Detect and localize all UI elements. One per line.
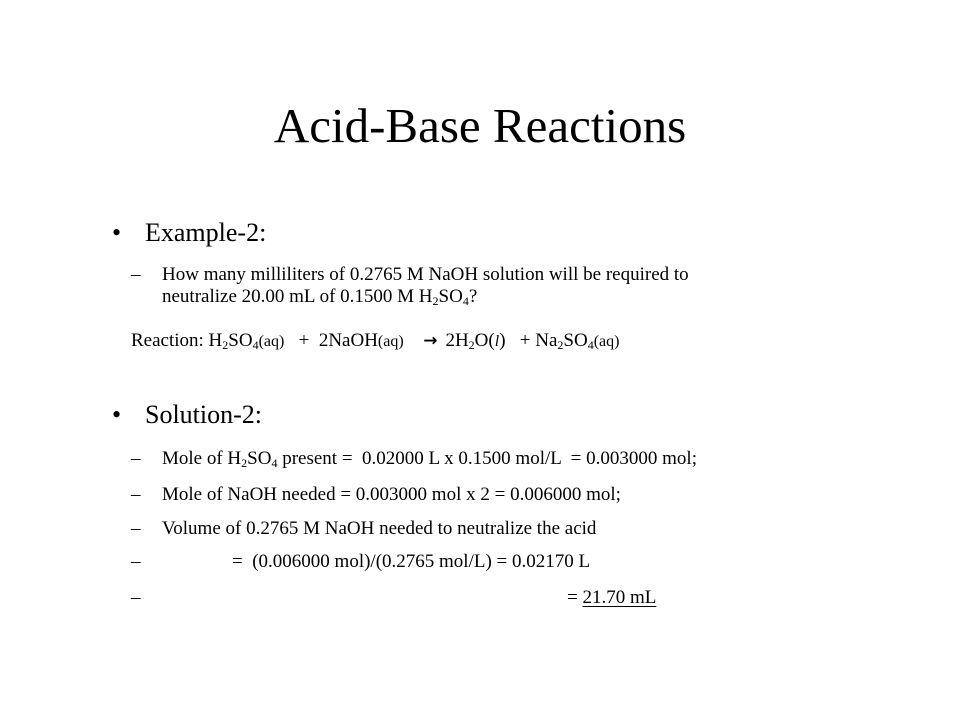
example-heading: Example-2: bbox=[145, 218, 267, 247]
reaction-arrow-icon: → bbox=[423, 331, 438, 351]
dash-icon: – bbox=[131, 448, 141, 469]
result-equals: = bbox=[567, 587, 578, 608]
slide-title: Acid-Base Reactions bbox=[273, 98, 687, 153]
question-line-1: How many milliliters of 0.2765 M NaOH solution will be required to bbox=[162, 264, 689, 285]
question-line-2: neutralize 20.00 mL of 0.1500 M $H_2SO_4$? bbox=[162, 286, 478, 308]
example-question bbox=[131, 264, 851, 314]
bullet-icon: • bbox=[112, 218, 122, 247]
dash-icon: – bbox=[131, 518, 141, 539]
dash-icon: – bbox=[131, 551, 141, 572]
solution-bullet bbox=[112, 400, 262, 430]
solution-heading: Solution-2: bbox=[145, 400, 263, 429]
dash-icon: – bbox=[131, 587, 141, 608]
solution-line-5 bbox=[131, 587, 851, 611]
solution-line-4: – = (0.006000 mol)/(0.2765 mol/L) = 0.02170 L bbox=[131, 551, 591, 572]
solution-line-1: – Mole of $H_2SO_4$ present = 0.02000 L x 0.1500 mol/L = 0.003000 mol; bbox=[131, 448, 697, 470]
solution-line-3: – Volume of 0.2765 M NaOH needed to neutralize the acid bbox=[131, 518, 597, 539]
reaction-equation: Reaction: $H_2SO_4(aq)$ + 2NaOH(aq) → $2H_2O(l)$ + $Na_2SO_4(aq)$ bbox=[131, 330, 620, 352]
dash-icon: – bbox=[131, 484, 141, 505]
example-bullet bbox=[112, 218, 266, 248]
dash-icon: – bbox=[131, 264, 141, 285]
bullet-icon: • bbox=[112, 400, 122, 429]
final-answer: 21.70 mL bbox=[582, 587, 657, 608]
solution-line-2: – Mole of NaOH needed = 0.003000 mol x 2 = 0.006000 mol; bbox=[131, 484, 621, 505]
